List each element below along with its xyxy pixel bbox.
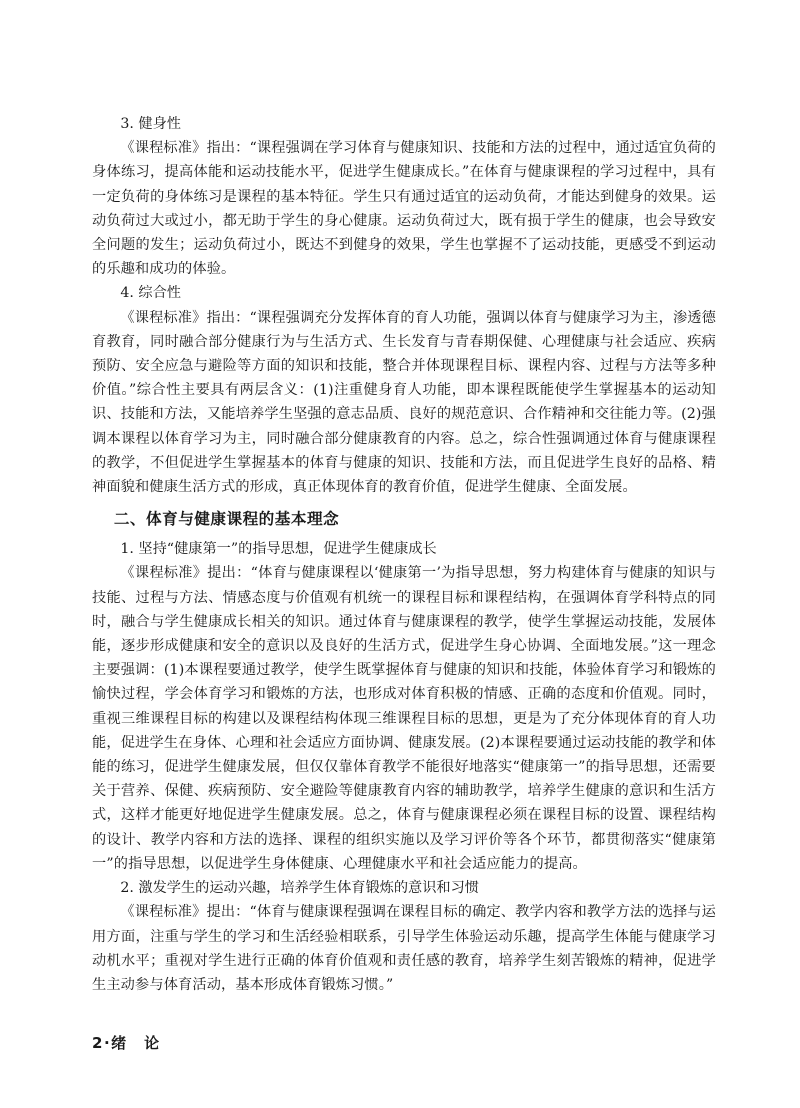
subheading-interest: 2. 激发学生的运动兴趣，培养学生体育锻炼的意识和习惯 bbox=[120, 880, 479, 897]
page-footer bbox=[92, 1032, 177, 1053]
paragraph-fitness: 《课程标准》指出：“课程强调在学习体育与健康知识、技能和方法的过程中，通过适宜负荷的身体练习，提高体能和运动技能水平，促进学生健康成长。”在体育与健康课程的学习过程中，具有一定负荷的身体练习是课程的基本特征。学生只有通过适宜的运动负荷，才能达到健身的效果。运动负荷过大或过小，都无助于学生的身心健康。运动负荷过大，既有损于学生的健康，也会导致安全问题的发生；运动负荷过小，既达不到健身的效果，学生也掌握不了运动技能，更感受不到运动的乐趣和成功的体验。 bbox=[92, 140, 716, 278]
paragraph-interest: 《课程标准》提出：“体育与健康课程强调在课程目标的确定、教学内容和教学方法的选择与运用方面，注重与学生的学习和生活经验相联系，引导学生体验运动乐趣，提高学生体能与健康学习动机水平；重视对学生进行正确的体育价值观和责任感的教育，培养学生刻苦锻炼的精神，促进学生主动参与体育活动，基本形成体育锻炼习惯。” bbox=[92, 904, 716, 993]
paragraph-health-first: 《课程标准》提出：“体育与健康课程以‘健康第一’为指导思想，努力构建体育与健康的知识与技能、过程与方法、情感态度与价值观有机统一的课程目标和课程结构，在强调体育学科特点的同时，融合与学生健康成长相关的知识。通过体育与健康课程的教学，使学生掌握运动技能，发展体能，逐步形成健康和安全的意识以及良好的生活方式，促进学生身心协调、全面地发展。”这一理念主要强调：(1)本课程要通过教学，使学生既掌握体育与健康的知识和技能，体验体育学习和锻炼的愉快过程，学会体育学习和锻炼的方法，也形成对体育积极的情感、正确的态度和价值观。同时，重视三维课程目标的构建以及课程结构体现三维课程目标的思想，更是为了充分体现体育的育人功能，促进学生在身体、心理和社会适应方面协调、健康发展。(2)本课程要通过运动技能的教学和体能的练习，促进学生健康发展，但仅仅靠体育教学不能很好地落实“健康第一”的指导思想，还需要关于营养、保健、疾病预防、安全避险等健康教育内容的辅助教学，培养学生健康的意识和生活方式，这样才能更好地促进学生健康发展。总之，体育与健康课程必须在课程目标的设置、课程结构的设计、教学内容和方法的选择、课程的组织实施以及学习评价等各个环节，都贯彻落实“健康第一”的指导思想，以促进学生身体健康、心理健康水平和社会适应能力的提高。 bbox=[92, 565, 716, 872]
page-number: 2 bbox=[92, 1034, 103, 1052]
paragraph-comprehensive: 《课程标准》指出：“课程强调充分发挥体育的育人功能，强调以体育与健康学习为主，渗透德育教育，同时融合部分健康行为与生活方式、生长发育与青春期保健、心理健康与社会适应、疾病预防、安全应急与避险等方面的知识和技能，整合并体现课程目标、课程内容、过程与方法等多种价值。”综合性主要具有两层含义：(1)注重健身育人功能，即本课程既能使学生掌握基本的运动知识、技能和方法，又能培养学生坚强的意志品质、良好的规范意识、合作精神和交往能力等。(2)强调本课程以体育学习为主，同时融合部分健康教育的内容。总之，综合性强调通过体育与健康课程的教学，不但促进学生掌握基本的体育与健康的知识、技能和方法，而且促进学生良好的品格、精神面貌和健康生活方式的形成，真正体现体育的教育价值，促进学生健康、全面发展。 bbox=[92, 309, 716, 496]
footer-separator: · bbox=[103, 1034, 111, 1052]
subheading-comprehensive: 4. 综合性 bbox=[120, 285, 181, 302]
chapter-title: 绪论 bbox=[111, 1034, 178, 1052]
section-heading-basic-concepts: 二、体育与健康课程的基本理念 bbox=[113, 510, 340, 529]
subheading-fitness: 3. 健身性 bbox=[120, 116, 181, 132]
page-body bbox=[92, 112, 716, 997]
subheading-health-first: 1. 坚持“健康第一”的指导思想，促进学生健康成长 bbox=[120, 541, 437, 558]
